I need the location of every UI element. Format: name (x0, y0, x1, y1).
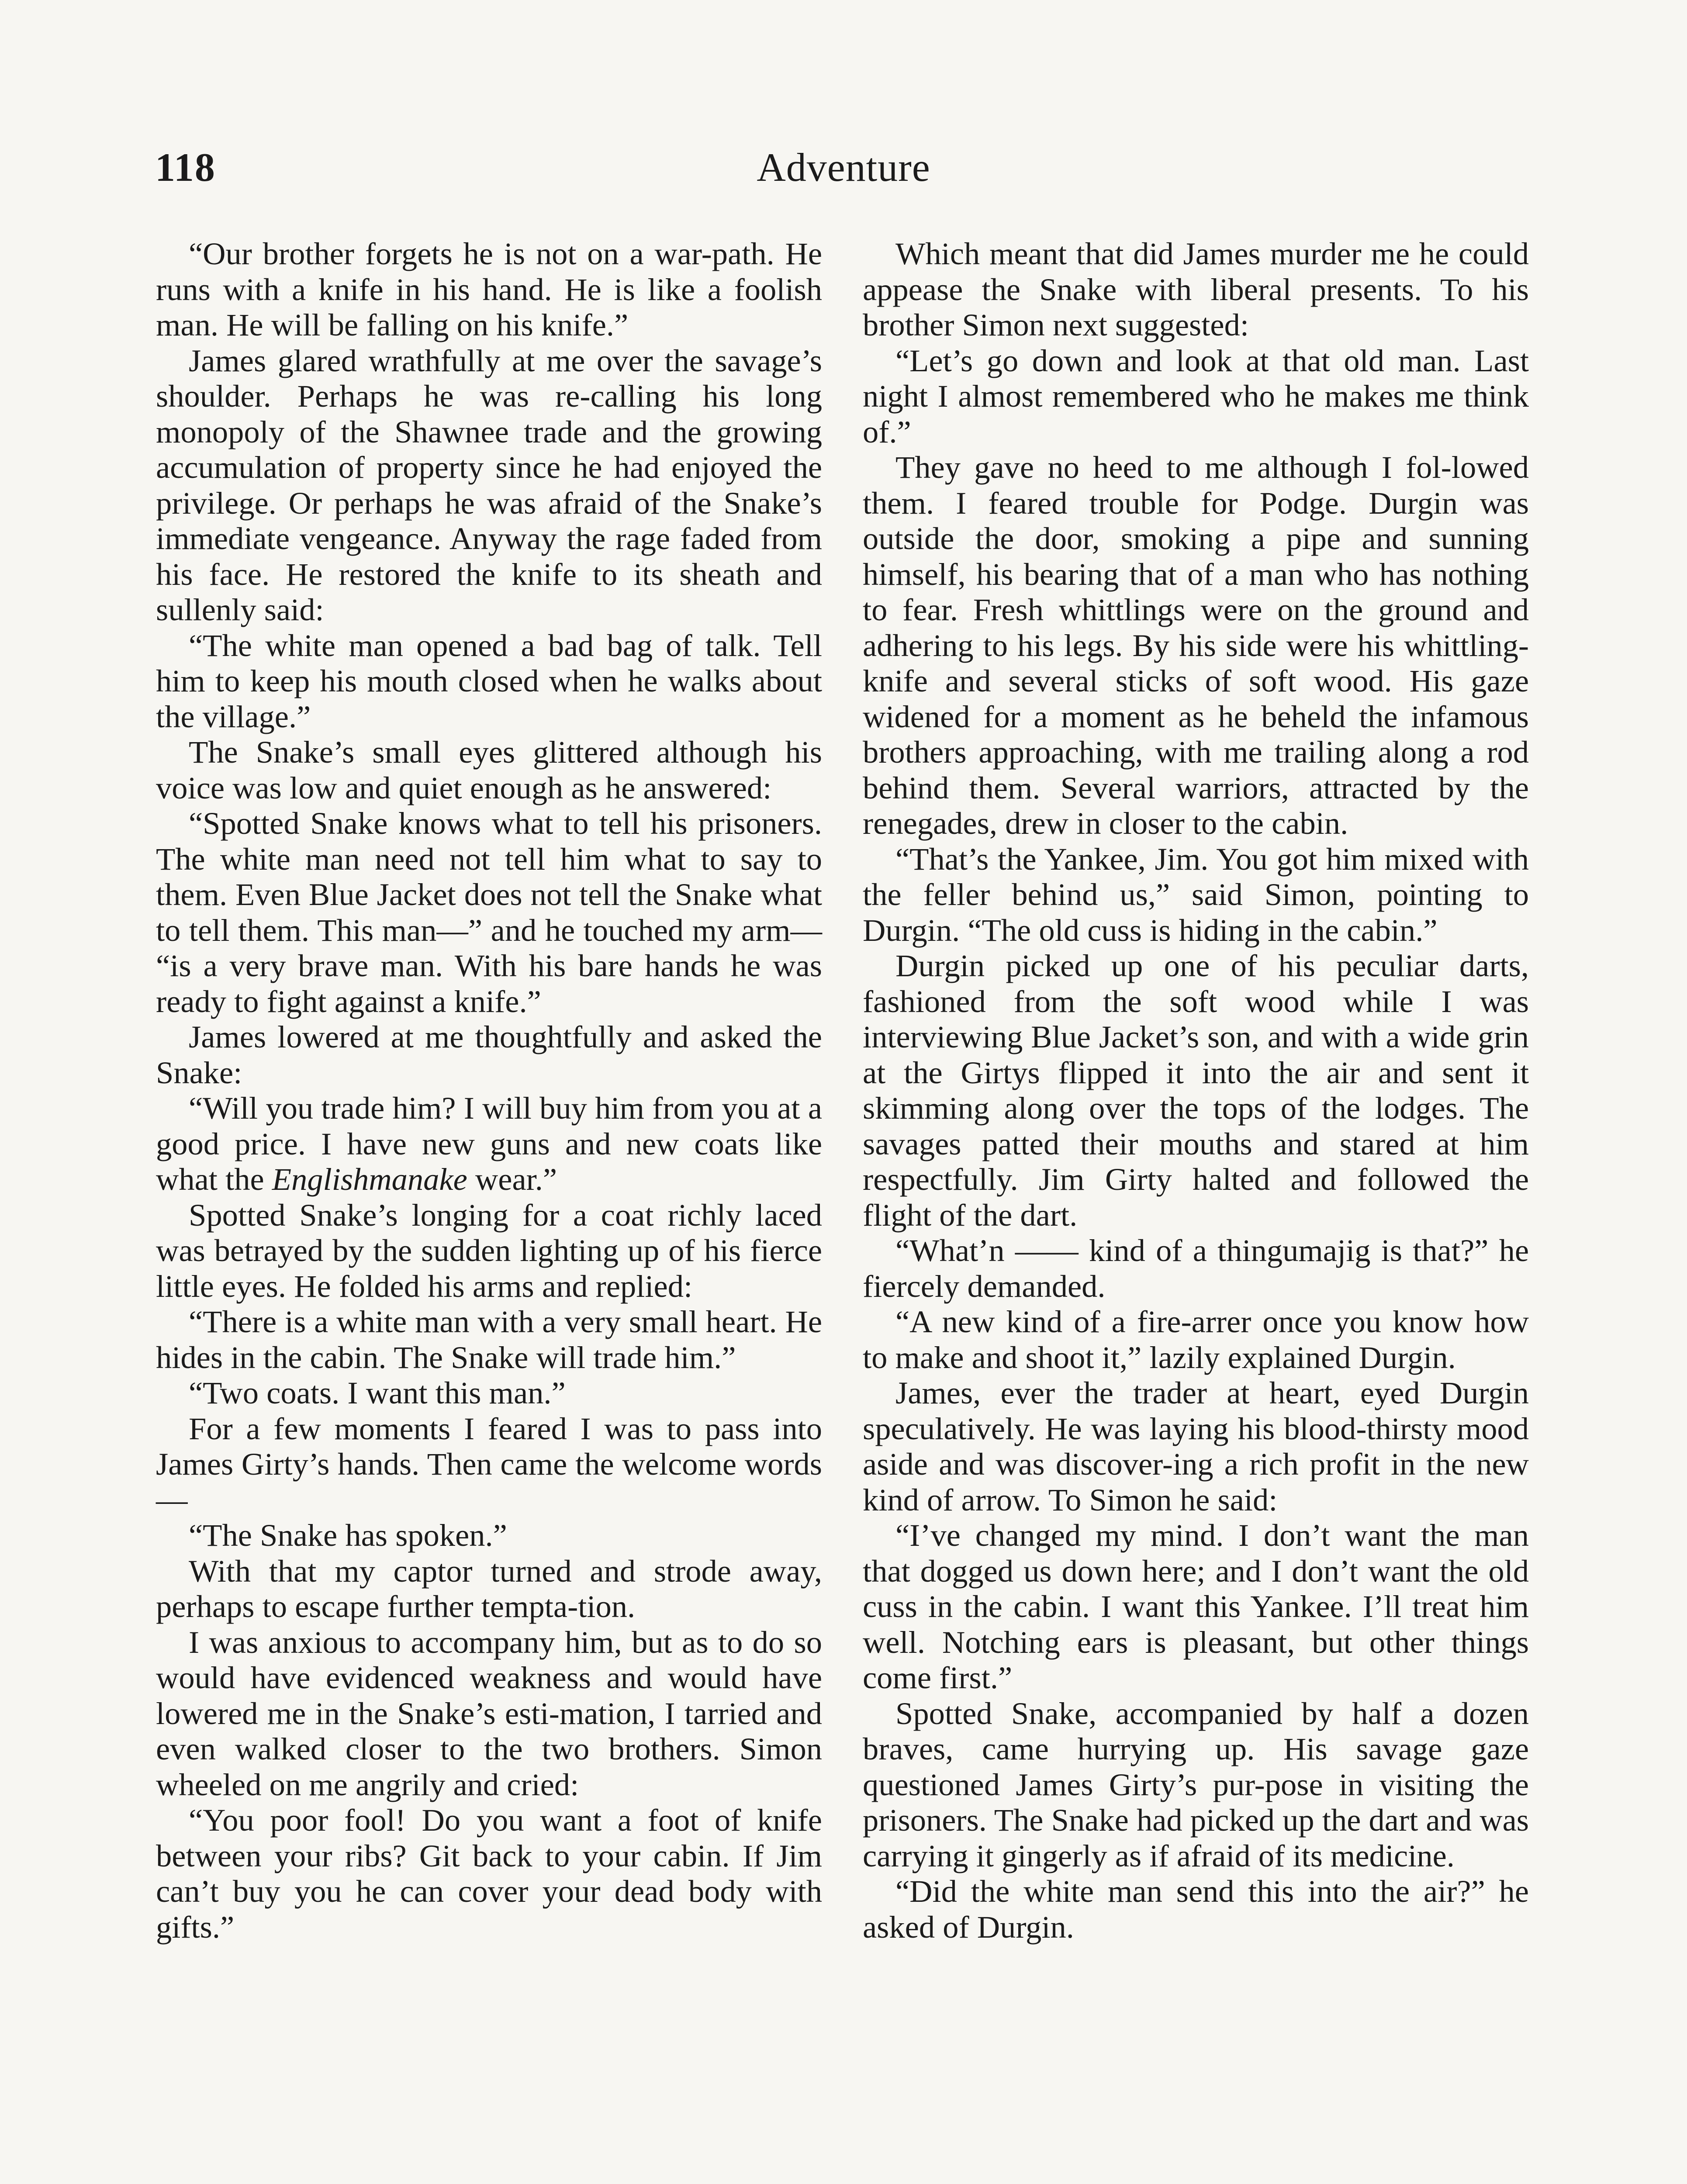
paragraph: Spotted Snake, accompanied by half a dozen braves, came hurrying up. His savage gaze questioned James Girty’s pur-pose in visiting the prisoners. The Snake had picked up the dart and was carrying it gingerly as if afraid of its medicine. (863, 1695, 1529, 1873)
paragraph: The Snake’s small eyes glittered although his voice was low and quiet enough as he answered: (156, 734, 822, 805)
paragraph: With that my captor turned and strode away, perhaps to escape further tempta-tion. (156, 1553, 822, 1624)
italic-word: Englishmanake (272, 1161, 467, 1197)
paragraph-text: “Will you trade him? I will buy him from you at a good price. I have new guns and new coats like what the (156, 1090, 822, 1197)
paragraph: “I’ve changed my mind. I don’t want the man that dogged us down here; and I don’t want the old cuss in the cabin. I want this Yankee. I’ll treat him well. Notching ears is pleasant, but other things come first.” (863, 1517, 1529, 1695)
paragraph: “Two coats. I want this man.” (189, 1375, 566, 1410)
paragraph: “There is a white man with a very small heart. He hides in the cabin. The Snake will trade him.” (156, 1304, 822, 1375)
running-head: Adventure (757, 145, 930, 190)
paragraph: James glared wrathfully at me over the savage’s shoulder. Perhaps he was re-calling his long monopoly of the Shawnee trade and the growing accumulation of property since he had enjoyed the privilege. Or perhaps he was afraid of the Snake’s immediate vengeance. Anyway the rage faded from his face. He restored the knife to its sheath and sullenly said: (156, 342, 822, 627)
paragraph: “Spotted Snake knows what to tell his prisoners. The white man need not tell him what to say to them. Even Blue Jacket does not tell the Snake what to tell them. This man—” and he touched my arm— “is a very brave man. With his bare hands he was ready to fight against a knife.” (156, 805, 822, 1019)
paragraph: “What’n —— kind of a thingumajig is that?” he fiercely demanded. (863, 1233, 1529, 1304)
left-column (156, 236, 822, 1945)
page-number: 118 (155, 145, 216, 190)
paragraph: “You poor fool! Do you want a foot of knife between your ribs? Git back to your cabin. If Jim can’t buy you he can cover your dead body with gifts.” (156, 1802, 822, 1945)
paragraph: “The white man opened a bad bag of talk. Tell him to keep his mouth closed when he walks about the village.” (156, 627, 822, 734)
paragraph: “The Snake has spoken.” (189, 1517, 507, 1553)
paragraph: “That’s the Yankee, Jim. You got him mixed with the feller behind us,” said Simon, pointing to Durgin. “The old cuss is hiding in the cabin.” (863, 841, 1529, 948)
paragraph: Which meant that did James murder me he could appease the Snake with liberal presents. To his brother Simon next suggested: (863, 236, 1529, 342)
paragraph-text: wear.” (467, 1161, 557, 1197)
paragraph: “A new kind of a fire-arrer once you know how to make and shoot it,” lazily explained Durgin. (863, 1304, 1529, 1375)
paragraph: They gave no heed to me although I fol-lowed them. I feared trouble for Podge. Durgin was outside the door, smoking a pipe and sunning himself, his bearing that of a man who has nothing to fear. Fresh whittlings were on the ground and adhering to his legs. By his side were his whittling-knife and several sticks of soft wood. His gaze widened for a moment as he beheld the infamous brothers approaching, with me trailing along a rod behind them. Several warriors, attracted by the renegades, drew in closer to the cabin. (863, 449, 1529, 841)
paragraph: I was anxious to accompany him, but as to do so would have evidenced weakness and would have lowered me in the Snake’s esti-mation, I tarried and even walked closer to the two brothers. Simon wheeled on me angrily and cried: (156, 1624, 822, 1802)
paragraph: James, ever the trader at heart, eyed Durgin speculatively. He was laying his blood-thirsty mood aside and was discover-ing a rich profit in the new kind of arrow. To Simon he said: (863, 1375, 1529, 1517)
paragraph: Spotted Snake’s longing for a coat richly laced was betrayed by the sudden lighting up of his fierce little eyes. He folded his arms and replied: (156, 1197, 822, 1304)
right-column (863, 236, 1529, 1945)
paragraph: Durgin picked up one of his peculiar darts, fashioned from the soft wood while I was interviewing Blue Jacket’s son, and with a wide grin at the Girtys flipped it into the air and sent it skimming along over the tops of the lodges. The savages patted their mouths and stared at him respectfully. Jim Girty halted and followed the flight of the dart. (863, 948, 1529, 1233)
paragraph: “Let’s go down and look at that old man. Last night I almost remembered who he makes me think of.” (863, 342, 1529, 449)
paragraph (156, 1090, 822, 1197)
paragraph: “Our brother forgets he is not on a war-path. He runs with a knife in his hand. He is like a foolish man. He will be falling on his knife.” (156, 236, 822, 342)
paragraph: For a few moments I feared I was to pass into James Girty’s hands. Then came the welcome words— (156, 1410, 822, 1517)
paragraph: “Did the white man send this into the air?” he asked of Durgin. (863, 1873, 1529, 1945)
paragraph: James lowered at me thoughtfully and asked the Snake: (156, 1019, 822, 1090)
